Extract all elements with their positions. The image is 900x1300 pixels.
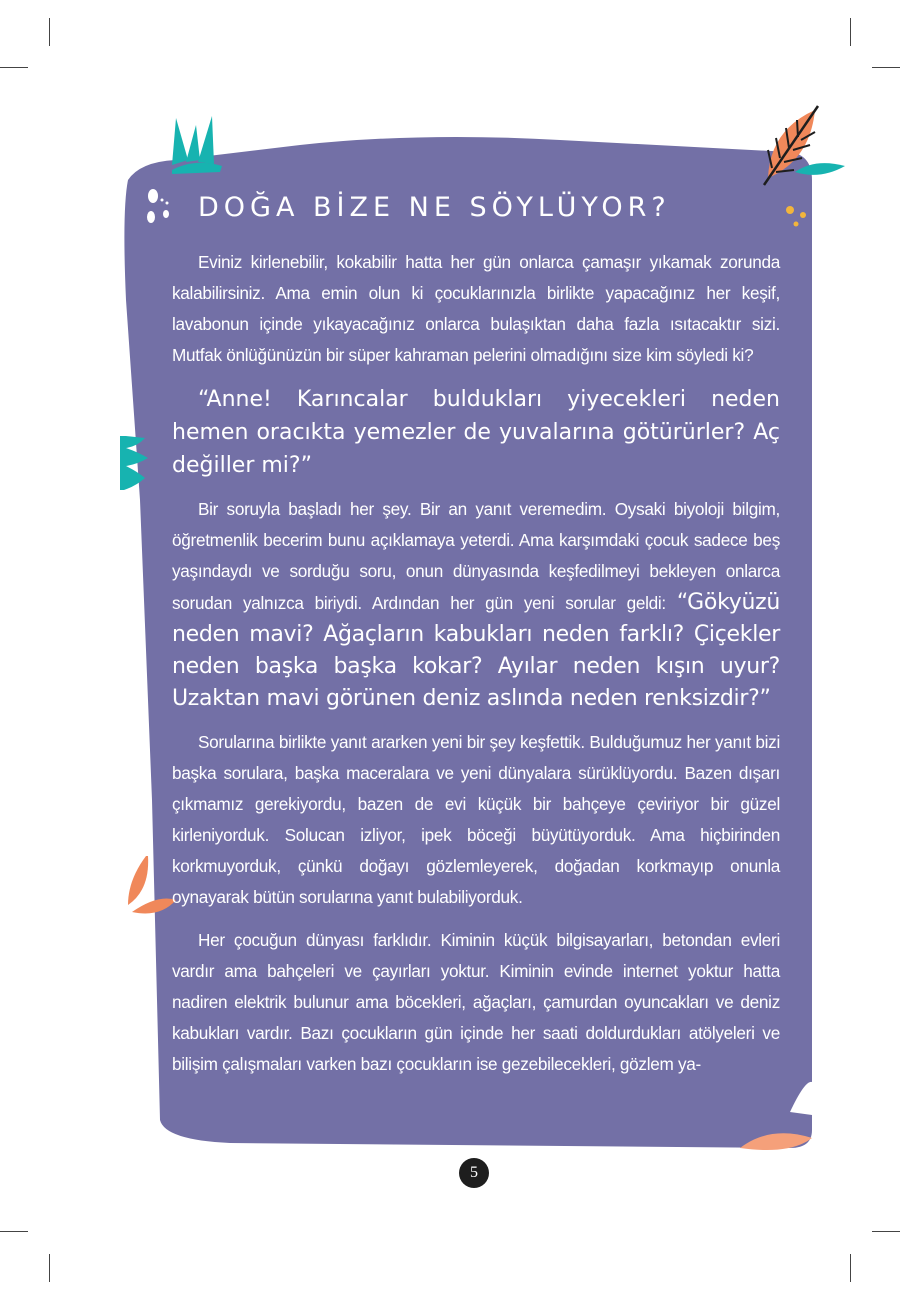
quote-questions: “Gökyüzü neden mavi? Ağaçların kabukları neden farklı? Çiçekler neden başka başka kokar? Ayılar neden kışın uyur? Uzaktan mavi görünen deniz aslında neden renksizdir?” (172, 590, 780, 711)
paragraph-1: Eviniz kirlenebilir, kokabilir hatta her gün onlarca çamaşır yıkamak zorunda kalabilirsiniz. Ama emin olun ki çocuklarınızla birlikte yapacağınız her keşif, lavabonun içinde yıkayacağınız onlarca bulaşıktan daha fazla ısıtacaktır sizi. Mutfak önlüğünüzün bir süper kahraman pelerini olmadığını size kim söyledi ki? (172, 252, 780, 365)
page-title: DOĞA BİZE NE SÖYLÜYOR? (198, 192, 671, 223)
paragraph-3: Sorularına birlikte yanıt ararken yeni bir şey keşfettik. Bulduğumuz her yanıt bizi başka sorulara, başka maceralara ve yeni dünyalara sürüklüyordu. Bazen dışarı çıkmamız gerekiyordu, bazen de evi küçük bir bahçeye çeviriyor bir güzel kirleniyorduk. Solucan izliyor, ipek böceği büyütüyorduk. Ama hiçbirinden korkmuyorduk, çünkü doğayı gözlemleyerek, doğadan korkmayıp onunla oynayarak bütün sorularına yanıt bulabiliyorduk. (172, 732, 780, 907)
paragraph-4: Her çocuğun dünyası farklıdır. Kiminin küçük bilgisayarları, betondan evleri vardır ama bahçeleri ve çayırları yoktur. Kiminin evinde internet yoktur hatta nadiren elektrik bulunur ama böcekleri, ağaçları, çamurdan oyuncakları ve deniz kabukları vardır. Bazı çocukların gün içinde her saati doldurdukları atölyeleri ve bilişim çalışmaları varken bazı çocukların ise gezebilecekleri, gözlem ya- (172, 930, 780, 1074)
quote-ants: “Anne! Karıncalar buldukları yiyecekleri neden hemen oracıkta yemezler de yuvalarına götürürler? Aç değiller mi?” (172, 387, 780, 478)
page-number: 5 (459, 1158, 489, 1188)
page-content (172, 192, 780, 1092)
paragraph-2-text: Bir soruyla başladı her şey. Bir an yanıt veremedim. Oysaki biyoloji bilgim, öğretmenlik becerim bunu açıklamaya yeterdi. Ama karşımdaki çocuk sadece beş yaşındaydı ve sorduğu soru, onun dünyasında keşfedilmeyi bekleyen onlarca sorudan yalnızca biriydi. Ardından her gün yeni sorular geldi: (172, 499, 780, 613)
paragraph-2 (172, 494, 780, 715)
